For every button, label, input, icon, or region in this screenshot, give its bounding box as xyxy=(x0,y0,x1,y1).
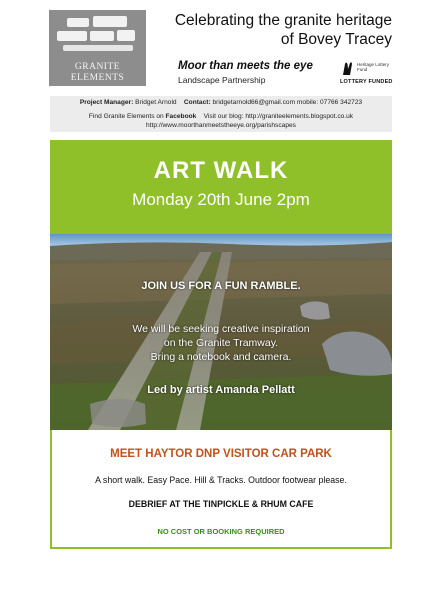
lottery-funded-text: LOTTERY FUNDED xyxy=(340,79,393,85)
event-title-block xyxy=(50,140,392,234)
pm-label: Project Manager: xyxy=(79,99,134,106)
inspiration-line3: Bring a notebook and camera. xyxy=(150,351,292,363)
event-title: ART WALK xyxy=(153,157,289,184)
meeting-point: MEET HAYTOR DNP VISITOR CAR PARK xyxy=(110,448,332,460)
facebook-link[interactable]: Facebook xyxy=(165,113,197,120)
find-prefix: Find Granite Elements on xyxy=(88,113,164,120)
event-date: Monday 20th June 2pm xyxy=(132,190,310,209)
pm-name: Bridget Arnold xyxy=(135,99,177,106)
blog-url-link[interactable]: http://graniteelements.blogspot.co.uk xyxy=(245,113,354,120)
join-ramble-text: JOIN US FOR A FUN RAMBLE. xyxy=(141,280,301,292)
headline-line1: Celebrating the granite heritage xyxy=(174,12,392,29)
cost-note: NO COST OR BOOKING REQUIRED xyxy=(157,527,285,536)
inspiration-line2: on the Granite Tramway. xyxy=(163,337,279,349)
contact-line-2 xyxy=(50,113,392,120)
contact-line-1 xyxy=(50,99,392,106)
tramway-photo xyxy=(50,234,392,430)
partnership-subtitle: Landscape Partnership xyxy=(178,75,266,85)
logo-text-line2: ELEMENTS xyxy=(70,73,125,83)
headline-line2: of Bovey Tracey xyxy=(280,31,392,48)
inspiration-text xyxy=(50,322,392,364)
lottery-small-text: Heritage Lottery Fund xyxy=(357,62,390,72)
contact-mobile: mobile: 07766 342723 xyxy=(296,99,363,106)
site-url-link[interactable]: http://www.moorthanmeetstheeye.org/parishscapes xyxy=(146,122,296,129)
event-details-box xyxy=(50,430,392,549)
blog-label: Visit our blog: xyxy=(203,113,244,120)
contact-line-3 xyxy=(50,122,392,129)
partnership-title: Moor than meets the eye xyxy=(178,60,313,72)
granite-stones-graphic xyxy=(49,10,146,60)
lottery-crossed-fingers-icon xyxy=(340,60,354,76)
inspiration-line1: We will be seeking creative inspiration xyxy=(132,323,310,335)
granite-elements-logo xyxy=(49,10,146,86)
contact-email-link[interactable]: bridgetarnold66@gmail.com xyxy=(212,99,296,106)
debrief-location: DEBRIEF AT THE TINPICKLE & RHUM CAFE xyxy=(128,499,314,509)
lottery-funded-logo xyxy=(340,60,392,88)
contact-label: Contact: xyxy=(183,99,211,106)
led-by-text: Led by artist Amanda Pellatt xyxy=(147,384,295,396)
logo-text-line1: GRANITE xyxy=(74,62,121,72)
walk-description: A short walk. Easy Pace. Hill & Tracks. Outdoor footwear please. xyxy=(95,475,347,485)
contact-band xyxy=(50,96,392,132)
